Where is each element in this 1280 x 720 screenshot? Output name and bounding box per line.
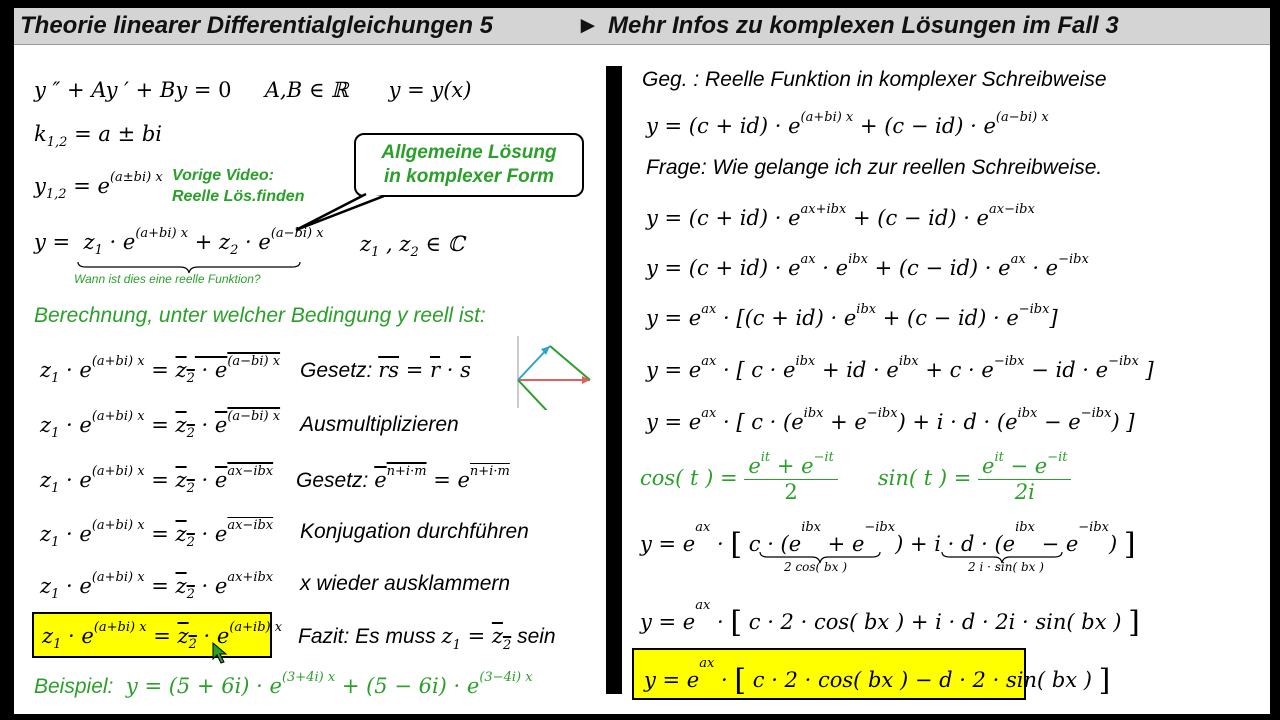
frage-line: Frage: Wie gelange ich zur reellen Schreibweise. <box>646 156 1103 179</box>
given-function: $y = (c + id) \cdot e^{(a+bi) x} + (c - id) \cdot e^{(a-bi) x}$ <box>646 110 1049 138</box>
ode-equation: y ″ + Ay ′ + By = 0 A,B ∈ ℝ y = y(x) <box>34 78 472 102</box>
r-step7: $y = e^{ax}$ · [ c · 2 · cos( bx ) + i · d · 2i · sin( bx ) ] <box>640 598 1140 640</box>
step5-label: x wieder ausklammern <box>300 572 511 595</box>
fazit-label: Fazit: Es muss $z_1 = z_2$ sein <box>298 624 556 653</box>
beispiel: Beispiel: $y = (5 + 6i) \cdot e^{(3+4i) x} + (5 - 6i) \cdot e^{(3-4i) x}$ <box>34 670 533 698</box>
step2-label: Ausmultiplizieren <box>300 413 459 436</box>
header-bar <box>14 8 1270 45</box>
final-result: $y = e^{ax}$ · [ c · 2 · cos( bx ) − d · 2 · sin( bx ) ] <box>644 656 1111 698</box>
callout-bubble: Allgemeine Lösung in komplexer Form <box>354 133 584 197</box>
berechnung-heading: Berechnung, unter welcher Bedingung y reell ist: <box>34 304 486 327</box>
arrow-icon: ► <box>576 12 600 39</box>
r-step5: $y = e^{ax}$ · [ $c \cdot (e^{ibx} + e^{-ibx}) + i \cdot d \cdot (e^{ibx} - e^{-ibx})$ ] <box>646 406 1135 434</box>
step4-eq: $z_1 \cdot e^{(a+bi) x} = z_2 \cdot e^{ax-ibx}$ <box>40 518 274 550</box>
step1-label: Gesetz: $\overline{rs} = \overline{r} \cdot \overline{s}$ <box>300 358 471 382</box>
wann-note: Wann ist dies eine reelle Funktion? <box>74 272 261 286</box>
column-divider <box>606 66 622 694</box>
vorige-video-note: Vorige Video: Reelle Lös.finden <box>172 167 305 205</box>
slide <box>14 8 1270 714</box>
k-roots: $k_{1,2} = a$ ± bi <box>34 122 162 150</box>
step2-eq: $z_1 \cdot e^{(a+bi) x} = z_2 \cdot e^{(a-bi) x}$ <box>40 409 281 441</box>
general-solution: $y = z_1 \cdot e^{(a+bi) x} + z_2 \cdot e^{(a-bi) x}$ <box>34 226 324 258</box>
y12-solution: $y_{1,2} = e^{(a\pm bi) x}$ <box>34 170 163 202</box>
title-left: Theorie linearer Differentialgleichungen 5 <box>20 12 494 39</box>
r-step2: $y = (c + id) \cdot e^{ax} \cdot e^{ibx} + (c - id) \cdot e^{ax} \cdot e^{-ibx}$ <box>646 252 1089 280</box>
vector-diagram-icon <box>510 336 600 410</box>
title-right: Mehr Infos zu komplexen Lösungen im Fall 3 <box>608 12 1119 39</box>
step3-label: Gesetz: $e^{n+i\cdot m} = e^{n+i\cdot m}$ <box>296 464 510 492</box>
step1-eq: $z_1 \cdot e^{(a+bi) x} = z_2 \cdot e^{(a-bi) x}$ <box>40 354 281 386</box>
r-step1: $y = (c + id) \cdot e^{ax+ibx} + (c - id) \cdot e^{ax-ibx}$ <box>646 202 1035 230</box>
step5-eq: $z_1 \cdot e^{(a+bi) x} = z_2 \cdot e^{ax+ibx}$ <box>40 570 274 602</box>
step4-label: Konjugation durchführen <box>300 520 529 543</box>
mouse-pointer-icon <box>212 642 230 664</box>
brace-label-cos: 2 cos( bx ) <box>784 560 847 574</box>
step3-eq: $z_1 \cdot e^{(a+bi) x} = z_2 \cdot e^{ax-ibx}$ <box>40 464 274 496</box>
r-step3: $y = e^{ax} \cdot [(c + id) \cdot e^{ibx} + (c - id) \cdot e^{-ibx}]$ <box>646 302 1058 330</box>
z-complex: $z_1$ , $z_2$ ∈ ℂ <box>360 232 465 260</box>
fazit-eq: $z_1 \cdot e^{(a+bi) x} = z_2 \cdot e^{(a+ib) x}$ <box>42 620 283 652</box>
brace-label-sin: 2 i · sin( bx ) <box>968 560 1044 574</box>
r-step6: $y = e^{ax}$ · [ $c \cdot (e^{ibx} + e^{-ibx}) + i \cdot d \cdot (e^{ibx} - e^{-ibx})$ ] <box>640 520 1136 562</box>
r-step4: $y = e^{ax}$ · [ $c \cdot e^{ibx}$ + id · $e^{ibx} + c \cdot e^{-ibx}$ − id · $e^{-ibx}$ ] <box>646 354 1154 382</box>
euler-formulas: cos( t ) = $\frac{e^{it} + e^{-it}}{2}$ sin( t ) = $\frac{e^{it} - e^{-it}}{2i}$ <box>640 454 1071 505</box>
geg-line: Geg. : Reelle Funktion in komplexer Schreibweise <box>642 68 1107 91</box>
